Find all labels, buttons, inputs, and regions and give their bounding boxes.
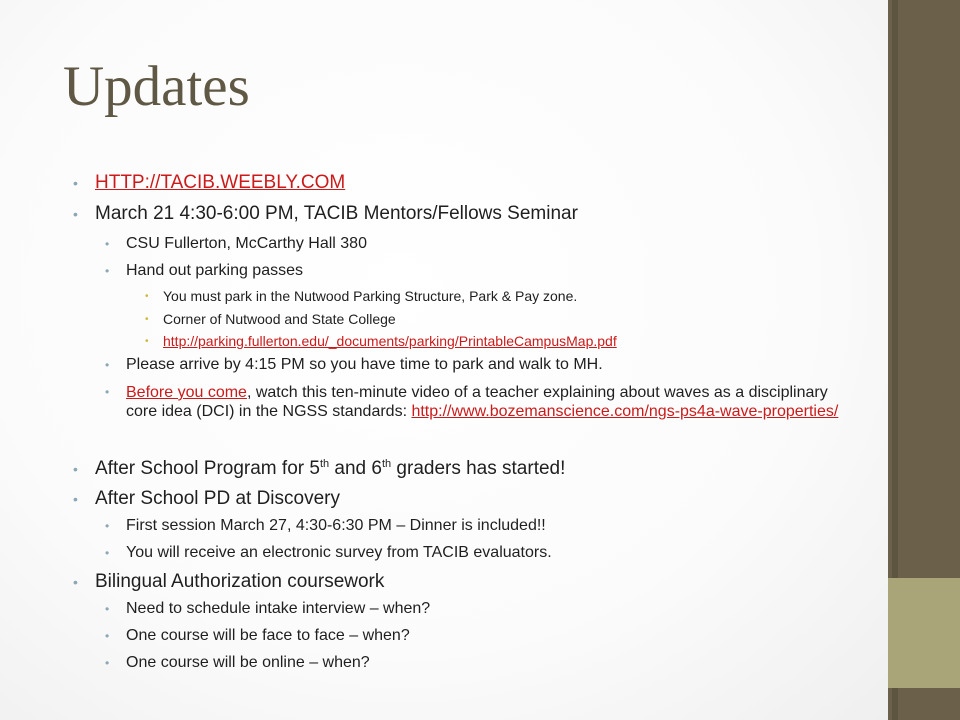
bullet-icon: • (105, 546, 110, 560)
superscript-th: th (319, 458, 330, 470)
weebly-link[interactable]: HTTP://TACIB.WEEBLY.COM (95, 172, 346, 193)
after-school-text-c: graders has started! (391, 458, 566, 479)
list-item (105, 356, 603, 374)
bullet-icon: • (105, 237, 110, 251)
bullet-icon: • (73, 574, 78, 590)
superscript-th: th (381, 458, 392, 470)
list-item (105, 627, 410, 645)
bullet-icon: • (105, 358, 110, 372)
bullet-icon: • (73, 461, 78, 477)
seminar-text: March 21 4:30-6:00 PM, TACIB Mentors/Fellows Seminar (95, 203, 578, 224)
list-item (73, 571, 385, 593)
after-school-text-b: and 6 (329, 458, 382, 479)
bullet-icon: • (73, 491, 78, 507)
bullet-icon: • (145, 291, 149, 302)
list-item (105, 654, 370, 672)
bilingual-text: Bilingual Authorization coursework (95, 571, 385, 592)
bullet-icon: • (105, 629, 110, 643)
sidebar-accent-block (888, 578, 960, 688)
list-item (145, 288, 578, 304)
list-item (105, 235, 367, 253)
first-session-text: First session March 27, 4:30-6:30 PM – Dinner is included!! (126, 517, 546, 534)
bullet-icon: • (145, 336, 149, 347)
bullet-icon: • (145, 314, 149, 325)
corner-text: Corner of Nutwood and State College (163, 311, 396, 327)
bullet-icon: • (105, 264, 110, 278)
video-description-text: , watch this ten-minute video of a teacher explaining about waves as a disciplinary core idea (DCI) in the NGSS standards: (126, 384, 828, 420)
list-item (73, 172, 346, 194)
list-item (73, 203, 578, 225)
online-text: One course will be online – when? (126, 654, 370, 671)
before-you-come-link[interactable]: Before you come (126, 384, 247, 401)
list-item (105, 517, 546, 535)
campus-map-link[interactable]: http://parking.fullerton.edu/_documents/parking/PrintableCampusMap.pdf (163, 333, 617, 349)
bullet-icon: • (105, 656, 110, 670)
park-structure-text: You must park in the Nutwood Parking Structure, Park & Pay zone. (163, 288, 578, 304)
seminar-location-text: CSU Fullerton, McCarthy Hall 380 (126, 235, 367, 252)
intake-text: Need to schedule intake interview – when? (126, 600, 431, 617)
arrive-text: Please arrive by 4:15 PM so you have time to park and walk to MH. (126, 356, 603, 373)
survey-text: You will receive an electronic survey from TACIB evaluators. (126, 544, 552, 561)
pd-discovery-text: After School PD at Discovery (95, 488, 340, 509)
list-item (105, 544, 552, 562)
bullet-icon: • (73, 175, 78, 191)
slide-title: Updates (63, 55, 250, 118)
bozeman-video-link[interactable]: http://www.bozemanscience.com/ngs-ps4a-wave-properties/ (411, 403, 839, 420)
list-item (105, 600, 431, 618)
parking-passes-text: Hand out parking passes (126, 262, 303, 279)
list-item (73, 458, 566, 480)
bullet-icon: • (105, 385, 110, 399)
list-item (145, 333, 617, 349)
list-item (105, 262, 303, 280)
bullet-icon: • (73, 206, 78, 222)
list-item (73, 488, 340, 510)
face-to-face-text: One course will be face to face – when? (126, 627, 410, 644)
list-item (105, 383, 841, 421)
bullet-icon: • (105, 602, 110, 616)
bullet-icon: • (105, 519, 110, 533)
after-school-text-a: After School Program for 5 (95, 458, 320, 479)
list-item (145, 311, 396, 327)
